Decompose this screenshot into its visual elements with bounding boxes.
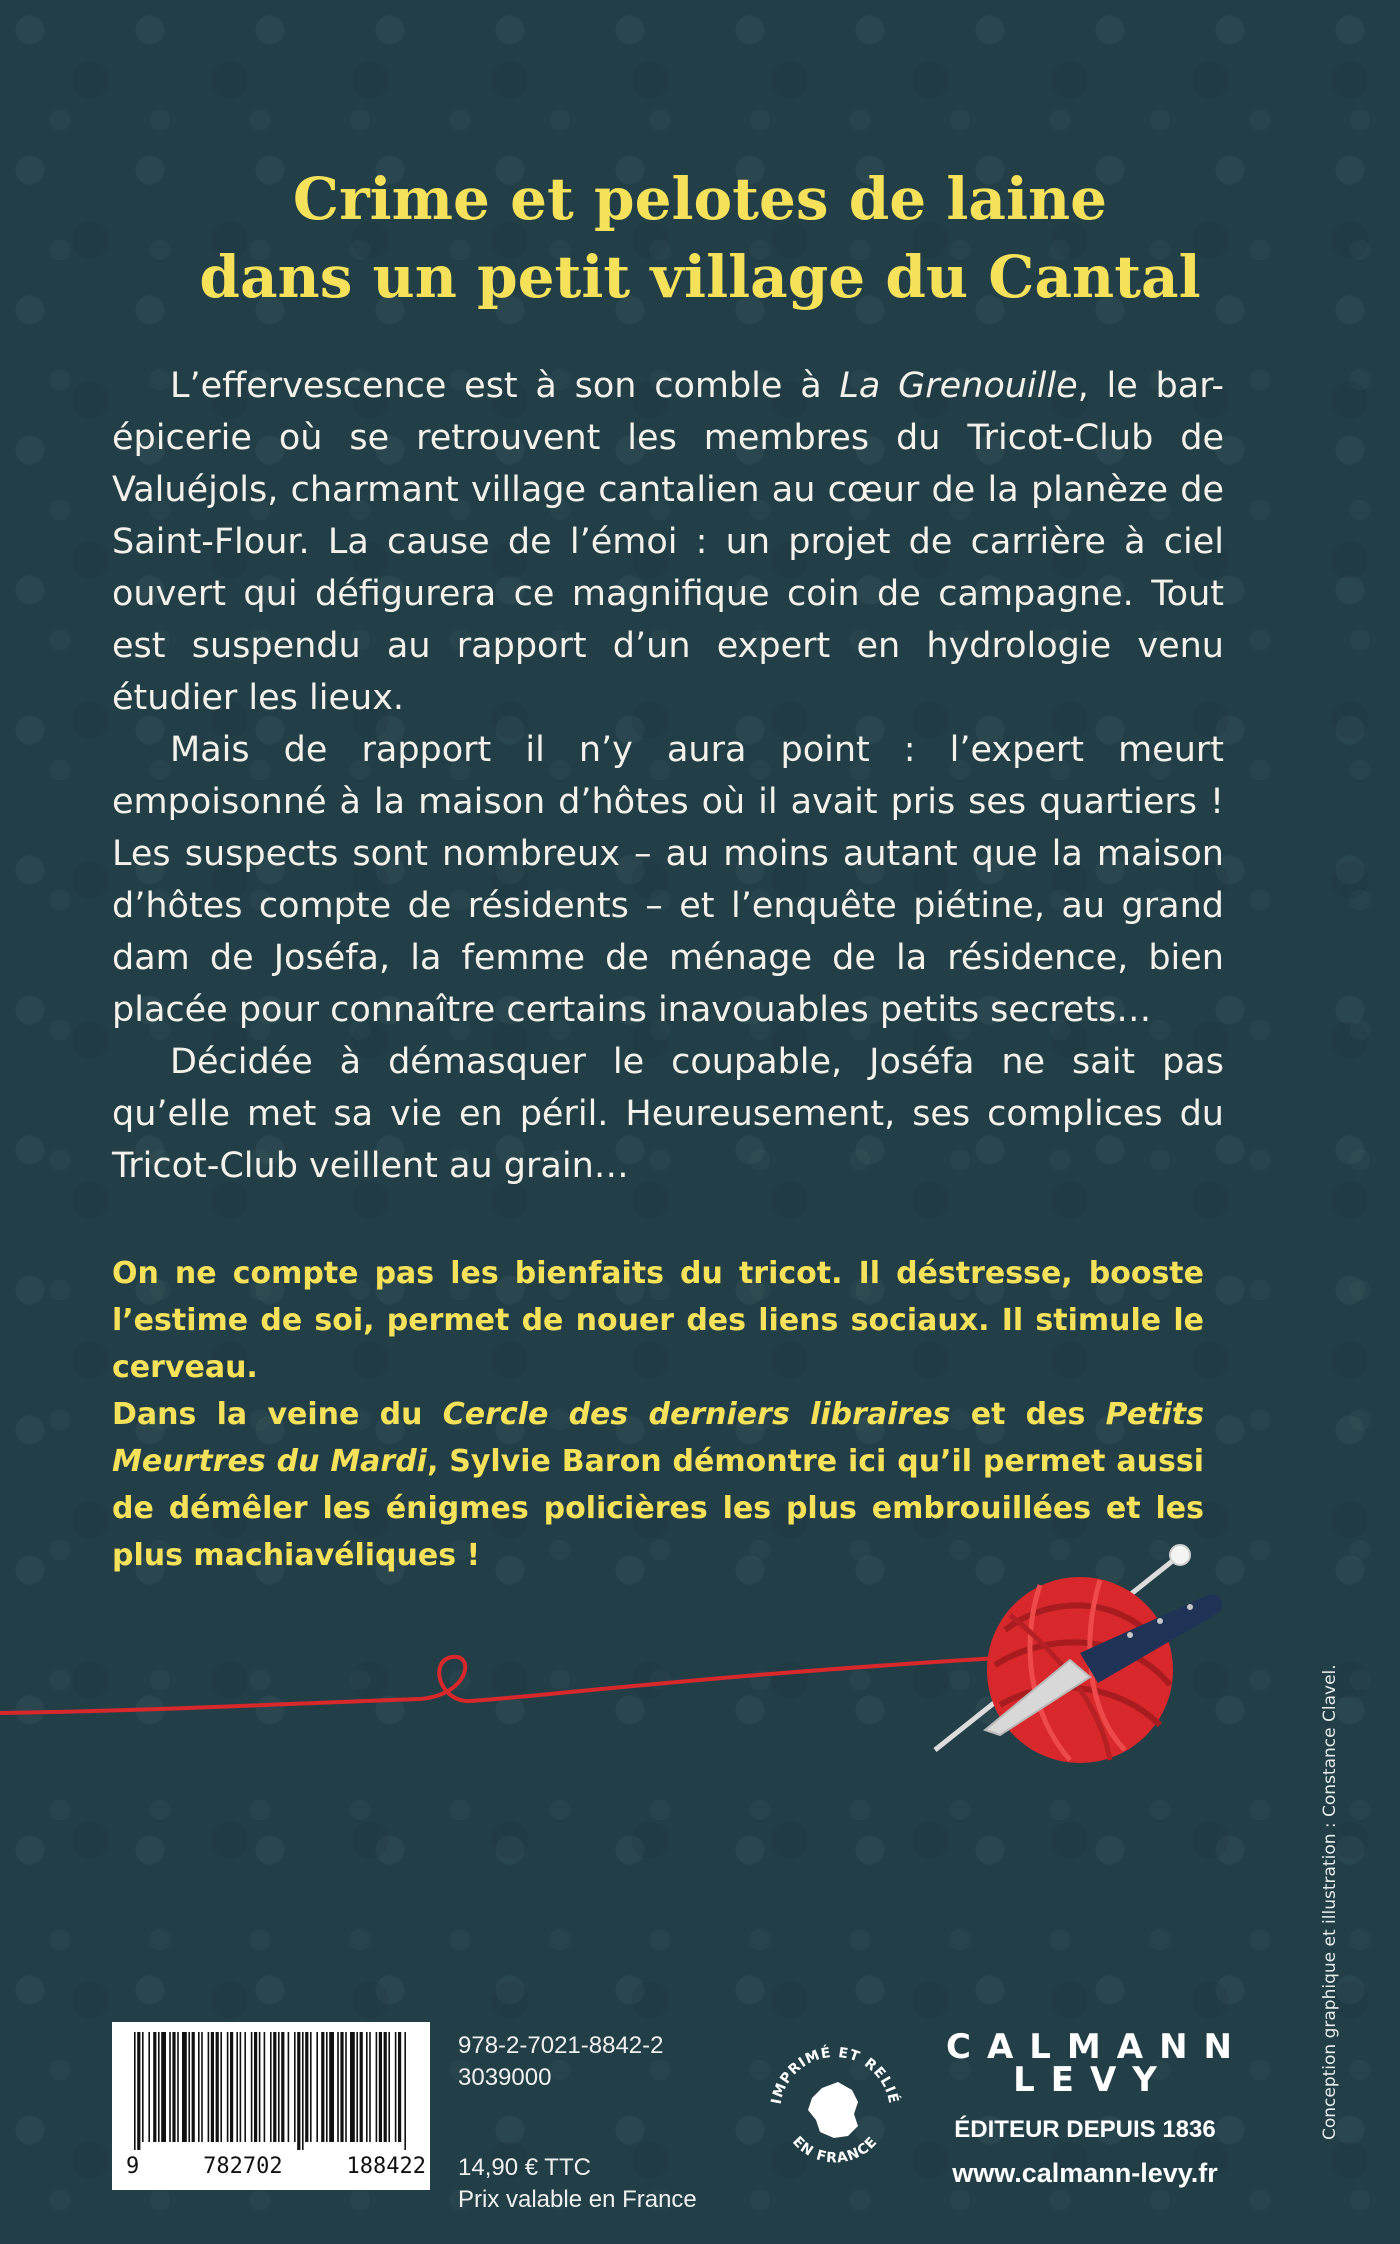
illustration-credit: Conception graphique et illustration : Constance Clavel. [1320, 1664, 1340, 2140]
barcode-bar [148, 2032, 150, 2142]
headline-line-1: Crime et pelotes de laine [292, 165, 1108, 233]
barcode-bar [388, 2032, 390, 2142]
barcode-bars [130, 2032, 412, 2150]
barcode-bar [134, 2032, 136, 2150]
barcode-bar [137, 2032, 140, 2150]
barcode-bar [278, 2032, 280, 2142]
barcode-bar [201, 2032, 203, 2142]
summary-p1-end: , le bar-épicerie où se retrouvent les membres du Tricot-Club de Valuéjols, charmant village cantalien au cœur de la planèze de Saint-Flour. La cause de l’émoi : un projet de carrière à ciel ouvert qui défigurera ce magnifique coin de campagne. Tout est suspendu au rapport d’un expert en hydrologie venu étudier les lieux. [112, 366, 1224, 718]
barcode-bar [384, 2032, 387, 2142]
barcode-bar [158, 2032, 160, 2142]
summary-p1-start: L’effervescence est à son comble à [170, 366, 840, 406]
summary [112, 360, 1224, 1192]
price-note: Prix valable en France [458, 2186, 697, 2213]
blurb-l2-a: Dans la veine du [112, 1397, 443, 1432]
publisher-url[interactable]: www.calmann-levy.fr [952, 2158, 1218, 2188]
blurb [112, 1250, 1204, 1579]
barcode [112, 2022, 430, 2190]
product-code: 3039000 [458, 2064, 552, 2091]
made-in-france-seal [760, 2030, 910, 2190]
isbn-number: 978-2-7021-8842-2 [458, 2032, 664, 2059]
barcode-bar [182, 2032, 187, 2142]
summary-p1-title: La Grenouille [839, 366, 1078, 406]
headline [100, 160, 1300, 316]
publisher [930, 2027, 1248, 2189]
barcode-bar [153, 2032, 156, 2142]
barcode-bar [297, 2032, 300, 2150]
publisher-since: ÉDITEUR DEPUIS 1836 [954, 2116, 1216, 2143]
barcode-digits [126, 2154, 426, 2179]
summary-paragraph-1 [112, 360, 1224, 724]
barcode-bar [281, 2032, 284, 2142]
barcode-bar [404, 2032, 406, 2150]
barcode-bar [326, 2032, 328, 2142]
barcode-bar [360, 2032, 363, 2142]
barcode-bar [211, 2032, 214, 2142]
barcode-bar [169, 2032, 171, 2142]
blurb-l2-title-2: Petits Meurtres du Mardi [112, 1397, 1204, 1479]
barcode-bar [188, 2032, 190, 2142]
barcode-bar [356, 2032, 358, 2142]
barcode-bar [294, 2032, 296, 2142]
barcode-bar [350, 2032, 355, 2142]
barcode-bar [305, 2032, 308, 2142]
barcode-bar [254, 2032, 257, 2142]
blurb-l2-b: et des [950, 1397, 1106, 1432]
barcode-bar [270, 2032, 272, 2142]
publisher-name-line-1: CALMANN [946, 2027, 1248, 2067]
barcode-bar [329, 2032, 334, 2142]
barcode-bar [310, 2032, 312, 2142]
barcode-digit-first: 9 [126, 2154, 140, 2179]
summary-paragraph-3: Décidée à démasquer le coupable, Joséfa ne sait pas qu’elle met sa vie en péril. Heureusement, ses complices du Tricot-Club veillent au grain… [112, 1042, 1224, 1186]
svg-text:EN FRANCE [789, 2134, 881, 2167]
red-yarn-thread [0, 1655, 1050, 1713]
barcode-bar [240, 2032, 242, 2142]
barcode-bar [161, 2032, 166, 2142]
france-map-icon [808, 2082, 858, 2138]
publisher-name-line-2: LEVY [1013, 2060, 1173, 2100]
barcode-bar [340, 2032, 343, 2142]
barcode-bar [236, 2032, 238, 2142]
barcode-bar [273, 2032, 276, 2142]
barcode-bar [376, 2032, 378, 2142]
barcode-bar [208, 2032, 210, 2142]
barcode-bar [244, 2032, 246, 2142]
barcode-bar [395, 2032, 397, 2142]
blurb-l2-title-1: Cercle des derniers libraires [442, 1397, 951, 1432]
barcode-bar [337, 2032, 339, 2142]
barcode-bar [259, 2032, 261, 2142]
price: 14,90 € TTC [458, 2154, 591, 2181]
barcode-bar [142, 2032, 144, 2142]
barcode-bar [369, 2032, 371, 2142]
barcode-bar [251, 2032, 253, 2142]
isbn-info [458, 2030, 697, 2216]
barcode-bar [227, 2032, 229, 2142]
seal-top-text: IMPRIMÉ ET RELIÉ [768, 2044, 902, 2106]
barcode-bar [366, 2032, 368, 2142]
barcode-bar [398, 2032, 401, 2142]
barcode-bar [302, 2032, 304, 2150]
summary-paragraph-2: Mais de rapport il n’y aura point : l’expert meurt empoisonné à la maison d’hôtes où il avait pris ses quartiers ! Les suspects sont nombreux – au moins autant que la maison d’hôtes compte de résidents – et l’enquête piétine, au grand dam de Joséfa, la femme de ménage de la résidence, bien placée pour connaître certains inavouables petits secrets… [112, 730, 1224, 1030]
needle-tip-ball [1170, 1545, 1190, 1565]
yarn-illustration [0, 1535, 1400, 1785]
barcode-bar [220, 2032, 222, 2142]
barcode-bar [177, 2032, 179, 2142]
barcode-group-2: 188422 [346, 2154, 426, 2179]
barcode-bar [172, 2032, 175, 2142]
barcode-bar [192, 2032, 195, 2142]
blurb-line-1: On ne compte pas les bienfaits du tricot. Il déstresse, booste l’estime de soi, permet de nouer des liens sociaux. Il stimule le cerveau. [112, 1256, 1204, 1385]
barcode-bar [264, 2032, 266, 2142]
barcode-bar [316, 2032, 318, 2142]
barcode-bar [288, 2032, 290, 2142]
barcode-bar [321, 2032, 324, 2142]
blurb-l2-c: , Sylvie Baron démontre ici qu’il permet aussi de démêler les énigmes policières les plus embrouillées et les plus machiavéliques ! [112, 1444, 1204, 1573]
barcode-bar [379, 2032, 382, 2142]
barcode-bar [216, 2032, 219, 2142]
barcode-bar [198, 2032, 200, 2142]
headline-line-2: dans un petit village du Cantal [199, 243, 1201, 311]
barcode-group-1: 782702 [203, 2154, 283, 2179]
seal-bottom-text: EN FRANCE [789, 2133, 881, 2167]
barcode-bar [230, 2032, 233, 2142]
barcode-bar [345, 2032, 347, 2142]
